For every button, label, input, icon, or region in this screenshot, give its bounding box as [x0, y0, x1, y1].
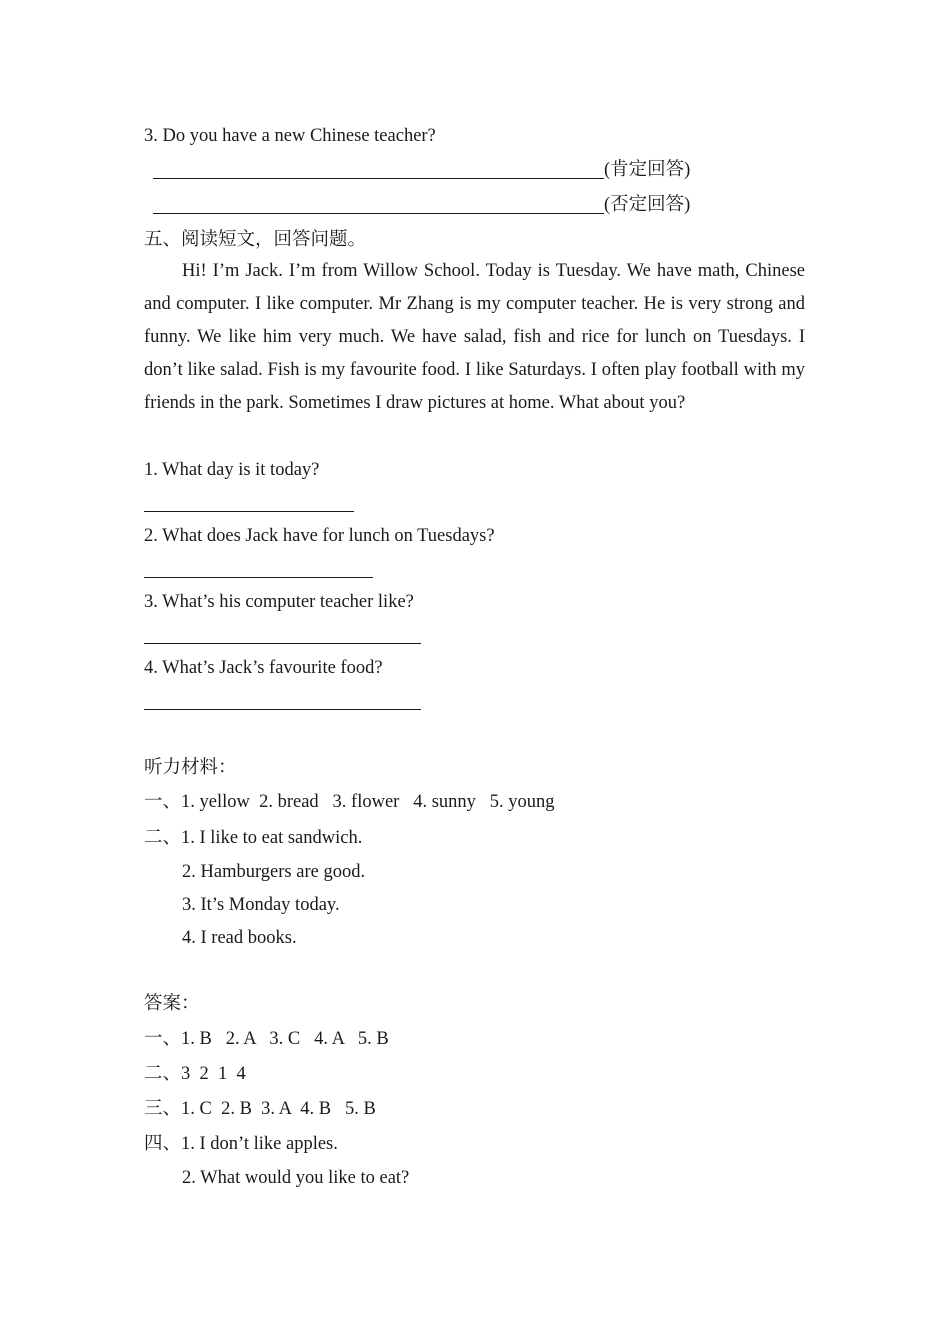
- listening-part2-item1: 二、1. I like to eat sandwich.: [144, 828, 363, 848]
- answer-line-q1[interactable]: [144, 511, 354, 512]
- reading-question-1: 1. What day is it today?: [144, 460, 320, 480]
- listening-part2-item3: 3. It’s Monday today.: [182, 895, 340, 915]
- negative-note: (否定回答): [604, 195, 691, 215]
- affirmative-note: (肯定回答): [604, 160, 691, 180]
- answer-line-q3[interactable]: [144, 643, 421, 644]
- answer-line-affirmative[interactable]: [153, 178, 604, 179]
- reading-question-4: 4. What’s Jack’s favourite food?: [144, 658, 383, 678]
- reading-question-3: 3. What’s his computer teacher like?: [144, 592, 414, 612]
- answer-line-q2[interactable]: [144, 577, 373, 578]
- answers-heading: 答案：: [144, 994, 200, 1014]
- listening-part1: 一、1. yellow 2. bread 3. flower 4. sunny 5. young: [144, 792, 555, 812]
- answer-line-q4[interactable]: [144, 709, 421, 710]
- answers-part3: 三、1. C 2. B 3. A 4. B 5. B: [144, 1099, 376, 1119]
- answer-line-negative[interactable]: [153, 213, 604, 214]
- answers-part4-item2: 2. What would you like to eat?: [182, 1168, 410, 1188]
- answers-part1: 一、1. B 2. A 3. C 4. A 5. B: [144, 1029, 389, 1049]
- listening-heading: 听力材料：: [144, 758, 237, 778]
- listening-part2-item2: 2. Hamburgers are good.: [182, 862, 366, 882]
- reading-question-2: 2. What does Jack have for lunch on Tuesdays?: [144, 526, 495, 546]
- answers-part4-item1: 四、1. I don’t like apples.: [144, 1134, 338, 1154]
- part5-heading: 五、阅读短文，回答问题。: [144, 230, 367, 250]
- answers-part2: 二、3 2 1 4: [144, 1064, 246, 1084]
- reading-passage: Hi! I’m Jack. I’m from Willow School. Today is Tuesday. We have math, Chinese and computer. I like computer. Mr Zhang is my computer teacher. He is very strong and funny. We like him very much. We have salad, fish and rice for lunch on Tuesdays. I don’t like salad. Fish is my favourite food. I like Saturdays. I often play football with my friends in the park. Sometimes I draw pictures at home. What about you?: [144, 261, 805, 413]
- listening-part2-item4: 4. I read books.: [182, 928, 297, 948]
- part4-question-3: 3. Do you have a new Chinese teacher?: [144, 126, 436, 146]
